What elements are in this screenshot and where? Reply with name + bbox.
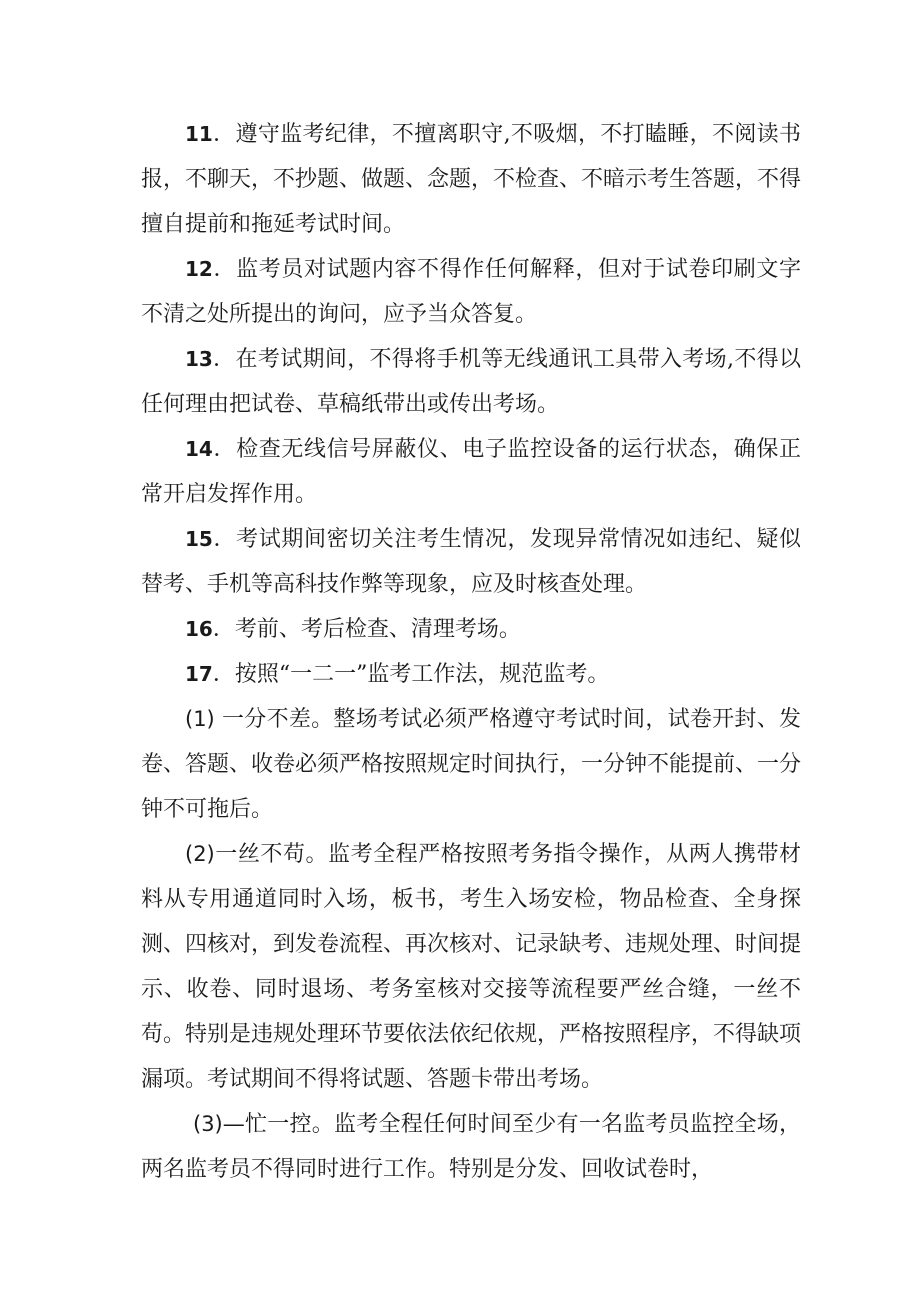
rule-paragraph-14	[141, 427, 801, 517]
sub-item-label: (2)	[185, 842, 215, 866]
sub-item-text: 一分不差。整场考试必须严格遵守考试时间，试卷开封、发卷、答题、收卷必须严格按照规定时间执行，一分钟不能提前、一分钟不可拖后。	[141, 707, 802, 822]
rule-number: 17	[185, 662, 213, 686]
rule-number: 16	[185, 617, 213, 641]
rule-text: ．考前、考后检查、清理考场。	[212, 617, 521, 642]
rule-text: ．按照“一二一”监考工作法，规范监考。	[212, 662, 610, 687]
rule-paragraph-11	[141, 112, 801, 247]
rule-number: 14	[185, 437, 213, 461]
rule-paragraph-16	[141, 607, 801, 652]
rule-number: 11	[185, 122, 213, 146]
sub-item-3	[141, 1102, 801, 1192]
sub-item-2	[141, 832, 801, 1102]
rule-text: ．考试期间密切关注考生情况，发现异常情况如违纪、疑似替考、手机等高科技作弊等现象，应及时核查处理。	[141, 527, 801, 597]
rule-paragraph-15	[141, 517, 801, 607]
sub-item-label: (3)	[193, 1112, 223, 1136]
rule-number: 13	[185, 347, 213, 371]
rule-text: ．遵守监考纪律，不擅离职守,不吸烟，不打瞌睡，不阅读书报，不聊天，不抄题、做题、念题，不检查、不暗示考生答题，不得擅自提前和拖延考试时间。	[141, 122, 802, 237]
sub-item-text: —忙一控。监考全程任何时间至少有一名监考员监控全场，两名监考员不得同时进行工作。特别是分发、回收试卷时，	[141, 1112, 801, 1182]
rule-number: 12	[185, 257, 213, 281]
rule-text: ．检查无线信号屏蔽仪、电子监控设备的运行状态，确保正常开启发挥作用。	[141, 437, 801, 507]
document-page	[141, 112, 801, 1192]
rule-paragraph-17	[141, 652, 801, 697]
sub-item-1	[141, 697, 801, 832]
rule-text: ．监考员对试题内容不得作任何解释，但对于试卷印刷文字不清之处所提出的询问，应予当众答复。	[141, 257, 801, 327]
rule-paragraph-12	[141, 247, 801, 337]
sub-item-text: 一丝不苟。监考全程严格按照考务指令操作，从两人携带材料从专用通道同时入场，板书，考生入场安检，物品检查、全身探测、四核对，到发卷流程、再次核对、记录缺考、违规处理、时间提示、收卷、同时退场、考务室核对交接等流程要严丝合缝，一丝不苟。特别是违规处理环节要依法依纪依规，严格按照程序，不得缺项漏项。考试期间不得将试题、答题卡带出考场。	[141, 842, 802, 1092]
rule-text: ．在考试期间，不得将手机等无线通讯工具带入考场,不得以任何理由把试卷、草稿纸带出或传出考场。	[141, 347, 801, 417]
rule-paragraph-13	[141, 337, 801, 427]
rule-number: 15	[185, 527, 213, 551]
sub-item-label: (1)	[185, 707, 215, 731]
